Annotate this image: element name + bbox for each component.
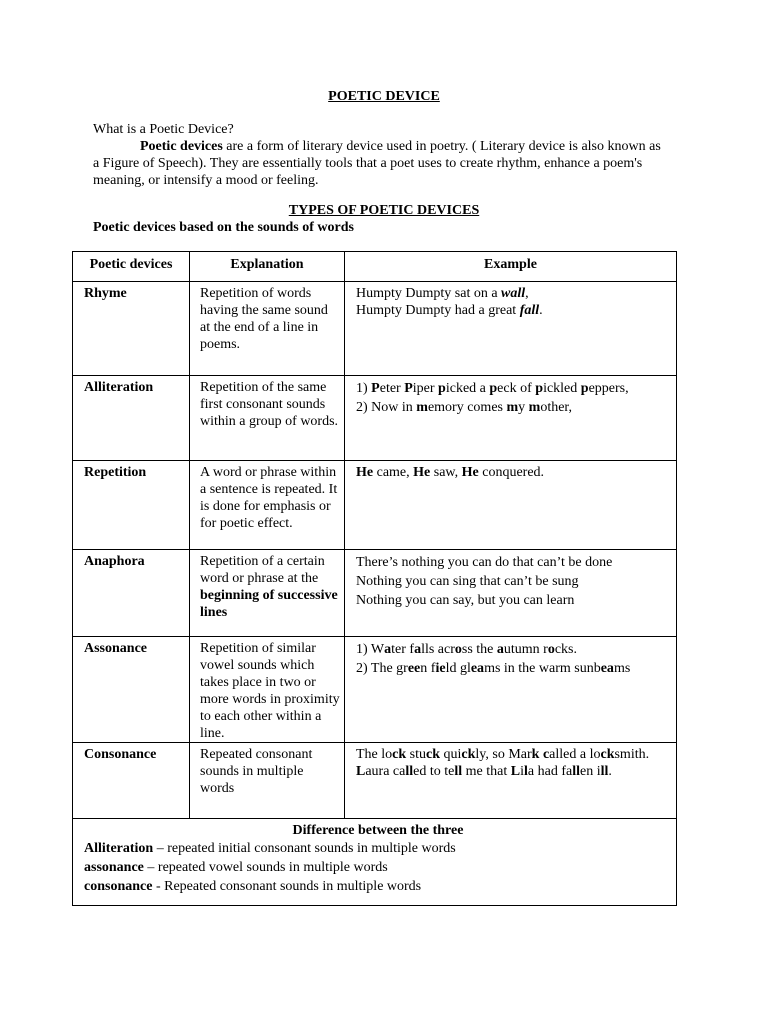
example-segment: came,: [373, 465, 414, 480]
example-segment: en i: [579, 764, 601, 779]
device-example: [345, 282, 677, 376]
example-segment: ck: [600, 747, 615, 762]
difference-row: [73, 819, 677, 906]
table-row: [73, 743, 677, 819]
example-segment: a had fa: [527, 764, 573, 779]
example-segment: o: [454, 642, 462, 657]
device-explanation: A word or phrase within a sentence is repeated. It is done for emphasis or for poetic effect.: [190, 461, 345, 550]
header-explanation: Explanation: [190, 252, 345, 282]
intro-term: Poetic devices: [140, 139, 223, 154]
difference-term: Alliteration: [84, 841, 154, 856]
intro-section: [93, 121, 668, 189]
difference-text: – repeated vowel sounds in multiple words: [143, 860, 388, 875]
example-segment: m: [528, 400, 541, 415]
difference-cell: [73, 819, 677, 906]
example-line: [356, 763, 672, 780]
example-segment: n f: [420, 661, 436, 676]
table-row: [73, 376, 677, 461]
example-line: [356, 379, 672, 398]
device-example: [345, 743, 677, 819]
example-line: [356, 398, 672, 417]
device-example: [345, 637, 677, 743]
example-segment: ickled: [543, 381, 581, 396]
example-segment: qui: [440, 747, 462, 762]
device-name: Anaphora: [73, 550, 190, 637]
example-segment: ll: [405, 764, 414, 779]
example-segment: ee: [407, 661, 421, 676]
example-segment: ck: [426, 747, 440, 762]
example-segment: l: [524, 764, 528, 779]
example-segment: p: [580, 381, 589, 396]
device-explanation: Repetition of the same first consonant sounds within a group of words.: [190, 376, 345, 461]
example-segment: iper: [412, 381, 439, 396]
example-segment: ie: [435, 661, 446, 676]
device-example: [345, 550, 677, 637]
example-line: [356, 302, 672, 319]
device-explanation: Repeated consonant sounds in multiple words: [190, 743, 345, 819]
example-segment: P: [404, 381, 413, 396]
header-example: Example: [345, 252, 677, 282]
example-segment: ly, so Mar: [475, 747, 532, 762]
difference-line: [84, 877, 672, 896]
device-example: [345, 461, 677, 550]
example-segment: L: [510, 764, 521, 779]
example-segment: smith.: [614, 747, 650, 762]
example-segment: alled a lo: [549, 747, 601, 762]
difference-term: assonance: [84, 860, 144, 875]
example-segment: ,: [525, 286, 529, 301]
header-poetic-devices: Poetic devices: [73, 252, 190, 282]
example-segment: stu: [406, 747, 426, 762]
example-segment: y: [518, 400, 529, 415]
example-line: [356, 464, 672, 481]
example-segment: m: [416, 400, 428, 415]
example-segment: cks.: [554, 642, 578, 657]
example-segment: eppers,: [588, 381, 629, 396]
device-name: Alliteration: [73, 376, 190, 461]
example-segment: emory comes: [427, 400, 507, 415]
example-segment: a: [496, 642, 504, 657]
example-line: [356, 572, 672, 591]
example-segment: ll: [454, 764, 463, 779]
example-line: [356, 640, 672, 659]
difference-term: consonance: [84, 879, 153, 894]
example-segment: lls acr: [421, 642, 455, 657]
document-title: POETIC DEVICE: [328, 89, 440, 104]
intro-definition-text: are a form of literary device used in poetry. ( Literary device is also known as a Figure of Speech). They are essentially tools that a poet uses to create rhythm, enhance a poem's meaning, or intensify a mood or feeling.: [93, 139, 661, 188]
example-line: [356, 285, 672, 302]
example-segment: utumn r: [503, 642, 548, 657]
example-segment: ea: [600, 661, 614, 676]
difference-text: - Repeated consonant sounds in multiple words: [152, 879, 422, 894]
example-segment: m: [506, 400, 519, 415]
example-segment: me that: [462, 764, 511, 779]
device-name: Assonance: [73, 637, 190, 743]
example-line: [356, 659, 672, 678]
example-segment: He: [413, 465, 431, 480]
example-segment: 2) The gr: [356, 661, 408, 676]
example-segment: ter f: [391, 642, 415, 657]
example-segment: .: [539, 303, 543, 318]
explanation-part: Repetition of a certain word or phrase at the: [200, 554, 325, 586]
example-segment: eck of: [497, 381, 536, 396]
example-segment: fall: [519, 303, 540, 318]
example-segment: a: [384, 642, 392, 657]
example-segment: He: [461, 465, 479, 480]
example-segment: conquered.: [478, 465, 545, 480]
example-segment: ck: [392, 747, 407, 762]
example-segment: 1): [356, 381, 372, 396]
example-line: [356, 746, 672, 763]
example-segment: ms: [613, 661, 631, 676]
difference-line: [84, 858, 672, 877]
example-segment: wall: [501, 286, 526, 301]
example-segment: He: [356, 465, 374, 480]
example-segment: ll: [600, 764, 609, 779]
example-segment: ck: [461, 747, 476, 762]
example-segment: Nothing you can sing that can’t be sung: [356, 574, 579, 589]
table-row: [73, 550, 677, 637]
device-explanation: Repetition of words having the same sound at the end of a line in poems.: [190, 282, 345, 376]
example-segment: Humpty Dumpty sat on a: [356, 286, 502, 301]
example-segment: a: [414, 642, 422, 657]
example-segment: ms in the warm sunb: [484, 661, 601, 676]
example-segment: The lo: [356, 747, 393, 762]
example-line: [356, 553, 672, 572]
example-segment: other,: [540, 400, 573, 415]
example-segment: p: [438, 381, 446, 396]
example-segment: There’s nothing you can do that can’t be done: [356, 555, 613, 570]
example-segment: aura ca: [365, 764, 406, 779]
example-segment: icked a: [445, 381, 490, 396]
intro-question: What is a Poetic Device?: [93, 122, 234, 137]
device-name: Rhyme: [73, 282, 190, 376]
device-example: [345, 376, 677, 461]
difference-line: [84, 839, 672, 858]
example-segment: Humpty Dumpty had a great: [356, 303, 520, 318]
table-row: [73, 637, 677, 743]
example-segment: ea: [470, 661, 485, 676]
intro-definition: [93, 138, 668, 189]
device-name: Repetition: [73, 461, 190, 550]
device-explanation: Repetition of similar vowel sounds which takes place in two or more words in proximity to each other within a line.: [190, 637, 345, 743]
example-segment: p: [535, 381, 544, 396]
device-name: Consonance: [73, 743, 190, 819]
table-row: [73, 461, 677, 550]
poetic-devices-table: [72, 251, 677, 906]
example-line: [356, 591, 672, 610]
explanation-emphasis: beginning of successive lines: [200, 588, 338, 620]
example-segment: c: [542, 747, 550, 762]
example-segment: ed to te: [413, 764, 455, 779]
types-title: TYPES OF POETIC DEVICES: [288, 203, 480, 218]
difference-heading: Difference between the three: [292, 823, 464, 838]
example-segment: 1) W: [356, 642, 385, 657]
table-row: [73, 282, 677, 376]
example-segment: eter: [379, 381, 405, 396]
device-explanation: [190, 550, 345, 637]
example-segment: P: [371, 381, 380, 396]
section-subtitle: Poetic devices based on the sounds of words: [93, 220, 354, 235]
example-segment: ss the: [461, 642, 497, 657]
example-segment: p: [489, 381, 498, 396]
difference-text: – repeated initial consonant sounds in multiple words: [153, 841, 456, 856]
example-segment: .: [608, 764, 612, 779]
example-segment: ll: [572, 764, 580, 779]
example-segment: i: [520, 764, 524, 779]
example-segment: saw,: [430, 465, 462, 480]
example-segment: Nothing you can say, but you can learn: [356, 593, 575, 608]
example-segment: k: [531, 747, 540, 762]
example-segment: ld gl: [445, 661, 471, 676]
example-segment: o: [547, 642, 555, 657]
example-segment: 2) Now in: [356, 400, 417, 415]
example-segment: L: [356, 764, 366, 779]
table-header-row: [73, 252, 677, 282]
